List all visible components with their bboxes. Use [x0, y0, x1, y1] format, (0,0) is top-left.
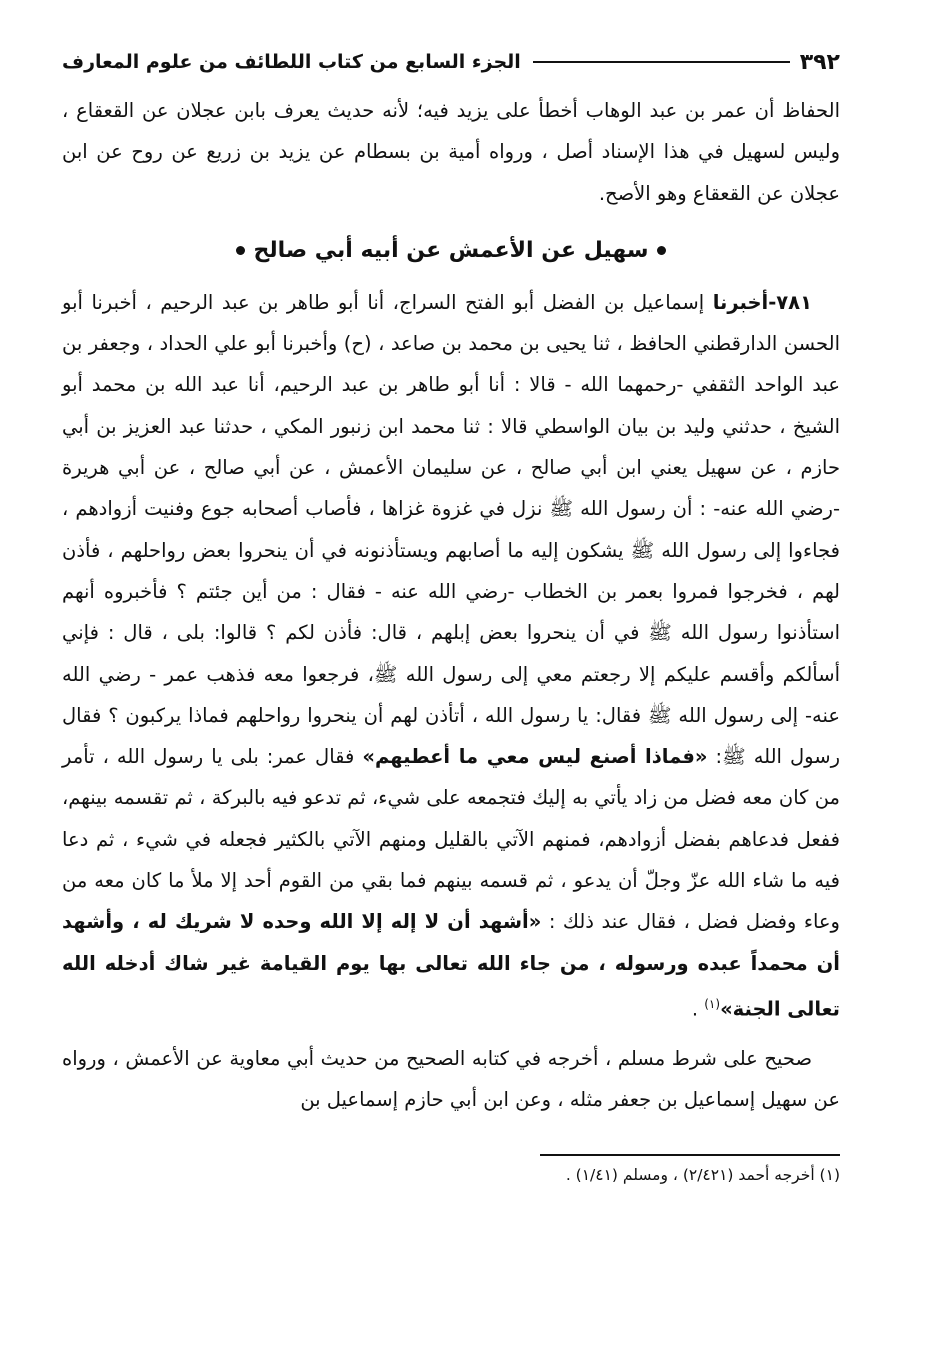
hadith-paragraph: ٧٨١-أخبرنا إسماعيل بن الفضل أبو الفتح السراج، أنا أبو طاهر بن عبد الرحيم ، أخبرنا أبو الحسن الدارقطني الحافظ ، ثنا يحيى بن محمد بن صاعد ، (ح) وأخبرنا أبو علي الحداد ، وجعفر بن عبد الواحد الثقفي -رحمهما الله - قالا : أنا أبو طاهر بن عبد الرحيم، أنا عبد الله بن محمد أبو الشيخ ، حدثني وليد بن بيان الواسطي قالا : ثنا محمد ابن زنبور المكي ، حدثنا عبد العزيز بن أبي حازم ، عن سهيل يعني ابن أبي صالح ، عن سليمان الأعمش ، عن أبي صالح ، عن أبي هريرة -رضي الله عنه- : أن رسول الله ﷺ نزل في غزوة غزاها ، فأصاب أصحابه جوع وفنيت أزوادهم ، فجاءوا إلى رسول الله ﷺ يشكون إليه ما أصابهم ويستأذنونه في أن ينحروا بعض رواحلهم ، فأذن لهم ، فخرجوا فمروا بعمر بن الخطاب -رضي الله عنه - فقال : من أين جئتم ؟ فأخبروه أنهم استأذنوا رسول الله ﷺ في أن ينحروا بعض إبلهم ، قال: فأذن لكم ؟ قالوا: بلى ، قال : فإني أسألكم وأقسم عليكم إلا رجعتم معي إلى رسول الله ﷺ، فرجعوا معه فذهب عمر - رضي الله عنه- إلى رسول الله ﷺ فقال: يا رسول الله ، أتأذن لهم أن ينحروا رواحلهم فماذا يركبون ؟ فقال رسول الله ﷺ: «فماذا أصنع ليس معي ما أعطيهم» فقال عمر: بلى يا رسول الله ، تأمر من كان معه فضل من زاد يأتي به إليك فتجمعه على شيء، ثم تدعو فيه بالبركة ، ثم تقسمه بينهم، ففعل فدعاهم بفضل أزوادهم، فمنهم الآتي بالقليل ومنهم الآتي بالكثير فجعله في شيء ، ثم دعا فيه ما شاء الله عزّ وجلّ أن يدعو ، ثم قسمه بينهم فما بقي من القوم أحد إلا ملأ ما كان معه من وعاء وفضل فضل ، فقال عند ذلك : «أشهد أن لا إله إلا الله وحده لا شريك له ، وأشهد أن محمداً عبده ورسوله ، من جاء الله تعالى بها يوم القيامة غير شاك أدخله الله تعالى الجنة»$^{(١)}$ . — [62, 290, 840, 1021]
footnote: (١) أخرجه أحمد (٢/٤٢١) ، ومسلم (١/٤١) . — [565, 1165, 840, 1184]
bullet-icon — [657, 246, 666, 255]
hadith-lead-word: أخبرنا — [712, 290, 769, 314]
book-page — [62, 40, 840, 1340]
hadith-chain-text: إسماعيل بن الفضل أبو الفتح السراج، أنا أبو طاهر بن عبد الرحيم ، أخبرنا أبو الحسن الدارقطني الحافظ ، ثنا يحيى بن محمد بن صاعد ، (ح) وأخبرنا أبو علي الحداد ، وجعفر بن عبد الواحد الثقفي -رحمهما الله - قالا : أنا أبو طاهر بن عبد الرحيم، أنا عبد الله بن محمد أبو الشيخ ، حدثني وليد بن بيان الواسطي قالا : ثنا محمد ابن زنبور المكي ، حدثنا عبد العزيز بن أبي حازم ، عن سهيل يعني ابن أبي صالح ، عن سليمان الأعمش ، عن أبي صالح ، عن أبي هريرة -رضي الله عنه- : أن رسول الله ﷺ نزل في غزوة غزاها ، فأصاب أصحابه جوع وفنيت أزوادهم ، فجاءوا إلى رسول الله ﷺ يشكون إليه ما أصابهم ويستأذنونه في أن ينحروا بعض رواحلهم ، فأذن لهم ، فخرجوا فمروا بعمر بن الخطاب -رضي الله عنه - فقال : من أين جئتم ؟ فأخبروه أنهم استأذنوا رسول الله ﷺ في أن ينحروا بعض إبلهم ، قال: فأذن لكم ؟ قالوا: بلى ، قال : فإني أسألكم وأقسم عليكم إلا رجعتم معي إلى رسول الله ﷺ، فرجعوا معه فذهب عمر - رضي الله عنه- إلى رسول الله ﷺ فقال: يا رسول الله ، أتأذن لهم أن ينحروا رواحلهم فماذا يركبون ؟ فقال رسول الله ﷺ: — [62, 290, 840, 769]
bullet-icon — [236, 246, 245, 255]
hadith-number: ٧٨١- — [768, 290, 812, 314]
page-number: ٣٩٢ — [799, 49, 840, 75]
prophetic-quote-2: «أشهد أن لا إله إلا الله وحده لا شريك له ، وأشهد أن محمداً عبده ورسوله ، من جاء الله تعالى بها يوم القيامة غير شاك أدخله الله تعالى الجنة» — [62, 910, 840, 1021]
header-rule — [533, 61, 790, 63]
paragraph-3: صحيح على شرط مسلم ، أخرجه في كتابه الصحيح من حديث أبي معاوية عن الأعمش ، ورواه عن سهيل إسماعيل بن جعفر مثله ، وعن ابن أبي حازم إسماعيل بن — [62, 1046, 840, 1112]
hadith-continuation: فقال عمر: بلى يا رسول الله ، تأمر من كان معه فضل من زاد يأتي به إليك فتجمعه على شيء، ثم تدعو فيه بالبركة ، ثم تقسمه بينهم، ففعل فدعاهم بفضل أزوادهم، فمنهم الآتي بالقليل ومنهم الآتي بالكثير فجعله في شيء ، ثم دعا فيه ما شاء الله عزّ وجلّ أن يدعو ، ثم قسمه بينهم فما بقي من القوم أحد إلا ملأ ما كان معه من وعاء وفضل فضل ، فقال عند ذلك : — [62, 745, 840, 934]
page-header — [62, 40, 840, 84]
footnote-rule — [540, 1154, 840, 1156]
section-title-text: سهيل عن الأعمش عن أبيه أبي صالح — [253, 237, 649, 263]
paragraph-1: الحفاظ أن عمر بن عبد الوهاب أخطأ على يزيد فيه؛ لأنه حديث يعرف بابن عجلان عن القعقاع ، وليس لسهيل في هذا الإسناد أصل ، ورواه أمية بن بسطام عن يزيد بن زريع عن روح عن ابن عجلان عن القعقاع وهو الأصح. — [62, 99, 840, 205]
section-heading — [62, 234, 840, 268]
prophetic-quote-1: «فماذا أصنع ليس معي ما أعطيهم» — [362, 745, 708, 769]
footnote-marker: (١) — [704, 996, 721, 1011]
running-title: الجزء السابع من كتاب اللطائف من علوم المعارف — [62, 51, 521, 73]
